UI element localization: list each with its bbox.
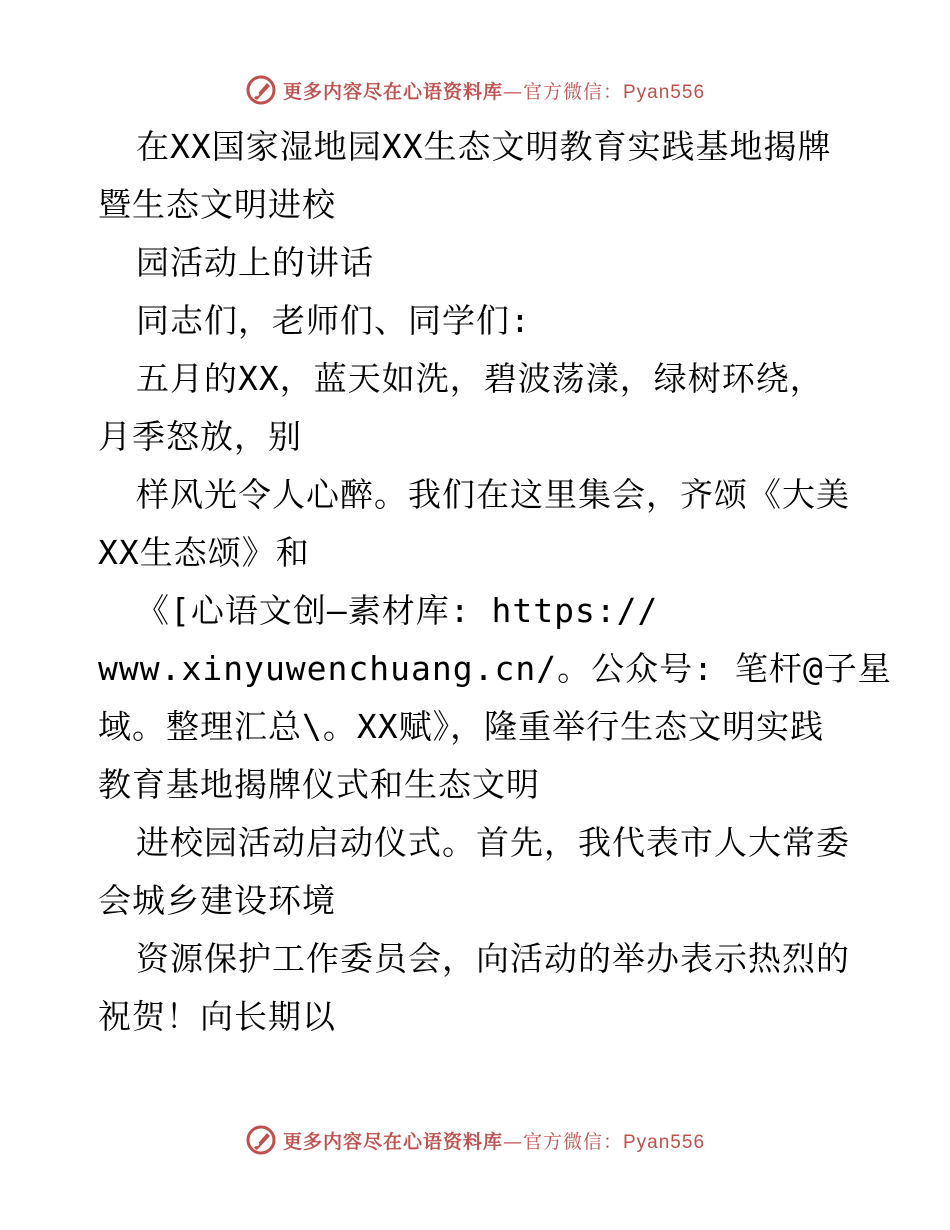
document-body bbox=[98, 118, 892, 1046]
text-line: 同志们，老师们、同学们: bbox=[136, 301, 531, 340]
text-line: 园活动上的讲话 bbox=[136, 243, 374, 282]
text-line: www.xinyuwenchuang.cn/。公众号: 笔杆@子星 bbox=[98, 649, 892, 688]
text-line: 祝贺！向长期以 bbox=[98, 997, 336, 1036]
pen-logo-icon bbox=[245, 74, 277, 106]
text-line: 资源保护工作委员会，向活动的举办表示热烈的 bbox=[136, 939, 850, 978]
text-line: 进校园活动启动仪式。首先，我代表市人大常委 bbox=[136, 823, 850, 862]
pen-logo-icon bbox=[245, 1124, 277, 1156]
text-line: 教育基地揭牌仪式和生态文明 bbox=[98, 765, 540, 804]
text-line: XX生态颂》和 bbox=[98, 533, 310, 572]
footer-brand bbox=[245, 1124, 705, 1156]
text-line: 会城乡建设环境 bbox=[98, 881, 336, 920]
text-line: 五月的XX，蓝天如洗，碧波荡漾，绿树环绕， bbox=[136, 359, 824, 398]
text-line: 域。整理汇总\。XX赋》，隆重举行生态文明实践 bbox=[98, 707, 825, 746]
header-brand bbox=[245, 74, 705, 106]
page-header bbox=[0, 70, 950, 110]
header-brand-text: 更多内容尽在心语资料库—官方微信：Pyan556 bbox=[282, 80, 706, 103]
footer-brand-text: 更多内容尽在心语资料库—官方微信：Pyan556 bbox=[282, 1130, 706, 1153]
text-line: 《[心语文创—素材库: https:// bbox=[136, 591, 659, 630]
text-line: 暨生态文明进校 bbox=[98, 185, 336, 224]
page-footer bbox=[0, 1120, 950, 1160]
text-line: 样风光令人心醉。我们在这里集会，齐颂《大美 bbox=[136, 475, 850, 514]
text-line: 月季怒放，别 bbox=[98, 417, 302, 456]
text-line: 在XX国家湿地园XX生态文明教育实践基地揭牌 bbox=[136, 127, 832, 166]
